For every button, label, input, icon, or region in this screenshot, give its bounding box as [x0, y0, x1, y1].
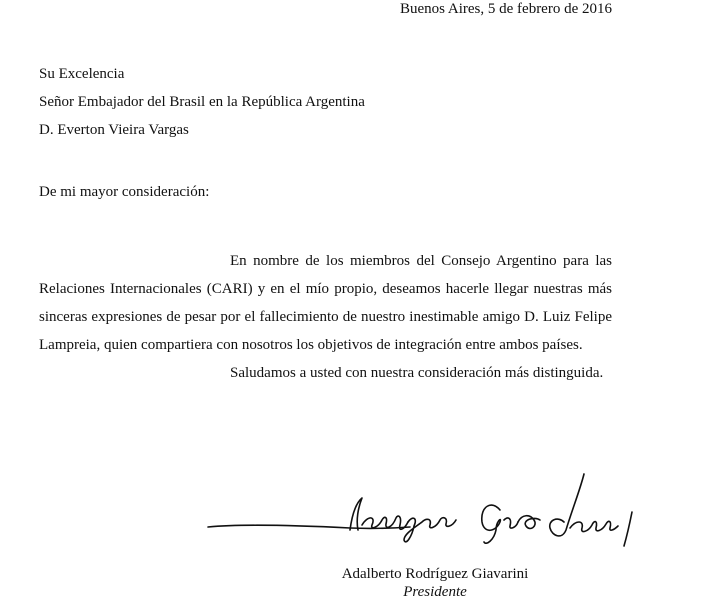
- recipient-name: D. Everton Vieira Vargas: [39, 122, 189, 138]
- handwritten-signature: [200, 470, 650, 560]
- recipient-position: Señor Embajador del Brasil en la República Argentina: [39, 94, 365, 110]
- body-paragraph-closing: Saludamos a usted con nuestra consideración más distinguida.: [230, 365, 604, 381]
- body-paragraph-condolence: En nombre de los miembros del Consejo Argentino para las Relaciones Internacionales (CARI) y en el mío propio, deseamos hacerle llegar nuestras más sinceras expresiones de pesar por el fallecimiento de nuestro inestimable amigo D. Luiz Felipe Lampreia, quien compartiera con nosotros los objetivos de integración entre ambos países.: [39, 253, 612, 353]
- signer-name: Adalberto Rodríguez Giavarini: [341, 566, 529, 582]
- date-line: Buenos Aires, 5 de febrero de 2016: [399, 1, 612, 17]
- signer-title: Presidente: [403, 584, 467, 600]
- salutation: De mi mayor consideración:: [39, 184, 210, 200]
- recipient-honorific: Su Excelencia: [39, 66, 125, 82]
- recipient-block: [39, 60, 365, 144]
- signer-block: [300, 565, 570, 601]
- letter-body: [39, 247, 612, 387]
